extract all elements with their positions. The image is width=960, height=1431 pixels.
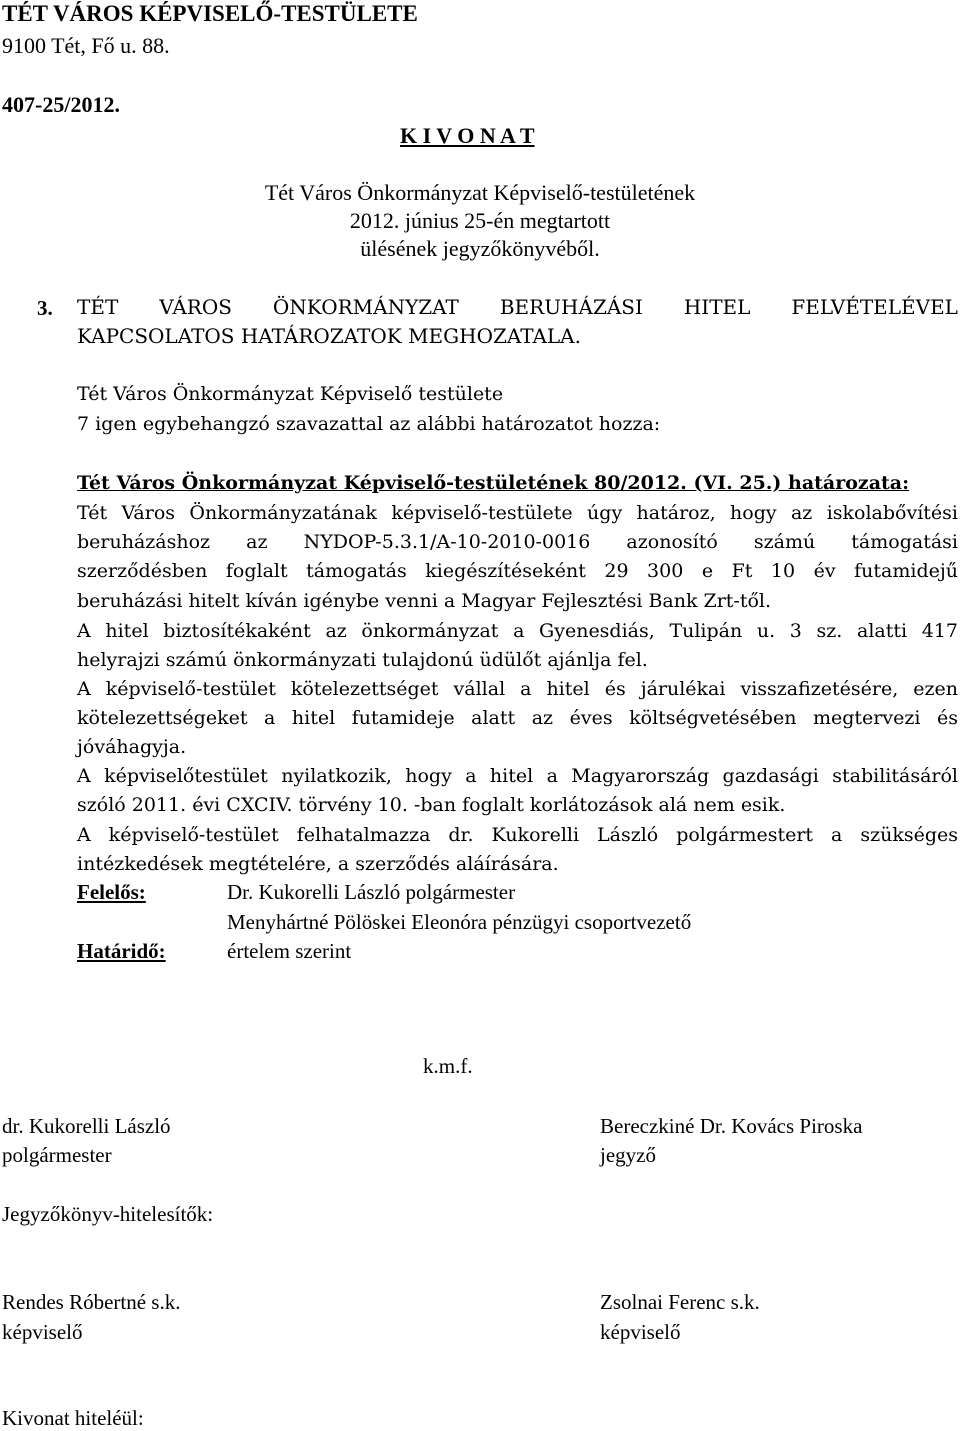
- signatory-notary-name: Bereczkiné Dr. Kovács Piroska: [600, 1114, 863, 1138]
- title-subtitle-2: 2012. június 25-én megtartott: [349, 208, 611, 233]
- authenticator-2-title: képviselő: [600, 1320, 681, 1344]
- deadline-value: értelem szerint: [227, 939, 352, 963]
- signatory-mayor-name: dr. Kukorelli László: [2, 1114, 171, 1138]
- paragraph-5-line-2: intézkedések megtételére, a szerződés aláírására.: [77, 853, 559, 875]
- deadline-label: Határidő:: [77, 939, 166, 963]
- paragraph-3-line-3: jóváhagyja.: [77, 736, 187, 758]
- agenda-word: TÉT: [77, 295, 119, 319]
- paragraph-3-line-2: kötelezettségeket a hitel futamideje alatt az éves költségvetésében megtervezi és: [77, 707, 958, 729]
- authenticator-1-name: Rendes Róbertné s.k.: [2, 1290, 181, 1314]
- authenticators-label: Jegyzőkönyv-hitelesítők:: [2, 1202, 214, 1226]
- responsible-person-1: Dr. Kukorelli László polgármester: [227, 880, 516, 904]
- title-subtitle-1: Tét Város Önkormányzat Képviselő-testületének: [264, 180, 696, 205]
- vote-line-1: Tét Város Önkormányzat Képviselő testülete: [77, 383, 504, 405]
- agenda-word: HITEL: [683, 295, 751, 319]
- paragraph-2-line-1: A hitel biztosítékaként az önkormányzat a Gyenesdiás, Tulipán u. 3 sz. alatti 417: [77, 620, 958, 642]
- certified-copy-label: Kivonat hiteléül:: [2, 1406, 144, 1430]
- responsible-label: Felelős:: [77, 880, 146, 904]
- agenda-title-line-2: KAPCSOLATOS HATÁROZATOK MEGHOZATALA.: [77, 324, 581, 348]
- resolution-line-2: beruházáshoz az NYDOP-5.3.1/A-10-2010-0016 azonosító számú támogatási: [77, 531, 958, 553]
- paragraph-2-line-2: helyrajzi számú önkormányzati tulajdonú üdülőt ajánlja fel.: [77, 649, 648, 671]
- resolution-line-4: beruházási hitelt kíván igénybe venni a Magyar Fejlesztési Bank Zrt-től.: [77, 590, 772, 612]
- authenticator-2-name: Zsolnai Ferenc s.k.: [600, 1290, 760, 1314]
- kmf-mark: k.m.f.: [423, 1054, 473, 1078]
- signatory-notary-title: jegyző: [600, 1143, 656, 1167]
- agenda-word: FELVÉTELÉVEL: [791, 295, 958, 319]
- resolution-line-3: szerződésben foglalt támogatás kiegészítéseként 29 300 e Ft 10 év futamidejű: [77, 560, 958, 582]
- authenticator-1-title: képviselő: [2, 1320, 83, 1344]
- title-subtitle-3: ülésének jegyzőkönyvéből.: [360, 236, 600, 261]
- paragraph-5-line-1: A képviselő-testület felhatalmazza dr. Kukorelli László polgármestert a szükséges: [77, 824, 958, 846]
- paragraph-4-line-2: szóló 2011. évi CXCIV. törvény 10. -ban foglalt korlátozások alá nem esik.: [77, 794, 786, 816]
- agenda-word: VÁROS: [159, 295, 232, 319]
- paragraph-4-line-1: A képviselőtestület nyilatkozik, hogy a hitel a Magyarország gazdasági stabilitásáról: [77, 765, 958, 787]
- resolution-line-1: Tét Város Önkormányzatának képviselő-testülete úgy határoz, hogy az iskolabővítési: [77, 502, 958, 524]
- council-address: 9100 Tét, Fő u. 88.: [2, 33, 170, 58]
- agenda-word: BERUHÁZÁSI: [499, 295, 643, 319]
- paragraph-3-line-1: A képviselő-testület kötelezettséget vállal a hitel és járulékai visszafizetésére, ezen: [77, 678, 958, 700]
- document-title: K I V O N A T: [400, 123, 535, 148]
- responsible-person-2: Menyhártné Pölöskei Eleonóra pénzügyi csoportvezető: [227, 910, 692, 934]
- document-reference: 407-25/2012.: [2, 92, 120, 117]
- agenda-title-line-1: [77, 295, 958, 319]
- agenda-number: 3.: [37, 296, 53, 320]
- resolution-heading: Tét Város Önkormányzat Képviselő-testületének 80/2012. (VI. 25.) határozata:: [77, 472, 910, 494]
- council-name: TÉT VÁROS KÉPVISELŐ-TESTÜLETE: [2, 1, 418, 26]
- agenda-word: ÖNKORMÁNYZAT: [272, 295, 459, 319]
- signatory-mayor-title: polgármester: [2, 1143, 112, 1167]
- vote-line-2: 7 igen egybehangzó szavazattal az alábbi határozatot hozza:: [77, 413, 661, 435]
